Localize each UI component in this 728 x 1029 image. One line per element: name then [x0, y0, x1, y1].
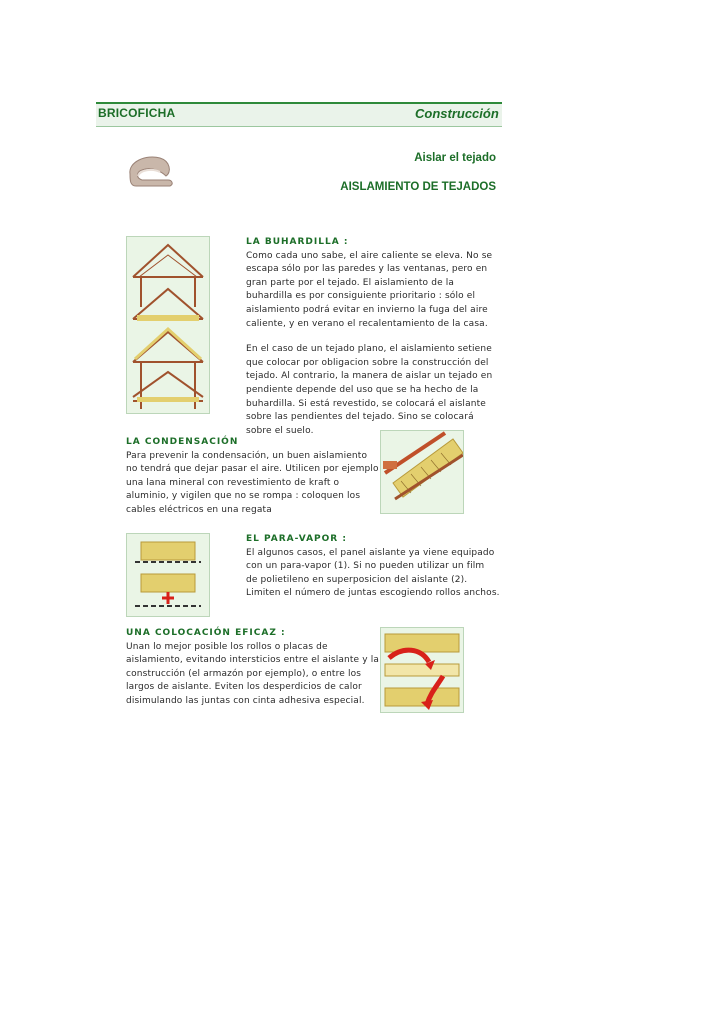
condensacion-block [126, 436, 382, 518]
condensacion-line: aluminio, y vigilen que no se rompa : coloquen los [126, 491, 361, 502]
paravapor-line: El algunos casos, el panel aislante ya viene equipado [246, 547, 495, 558]
colocacion-line: Unan lo mejor posible los rollos o placas de [126, 641, 328, 652]
tool-logo-icon [124, 152, 178, 190]
buhardilla-heading: LA BUHARDILLA : [246, 237, 349, 247]
colocacion-line: disimulando las juntas con cinta adhesiva especial. [126, 695, 365, 706]
buhardilla-line: Como cada uno sabe, el aire caliente se eleva. No se [246, 250, 493, 261]
brand-title: BRICOFICHA [98, 106, 176, 120]
condensacion-line: no tendrá que dejar pasar el aire. Utilicen por ejemplo [126, 464, 379, 475]
paravapor-block [246, 533, 502, 601]
condensacion-heading: LA CONDENSACIÓN [126, 437, 239, 447]
attic-roof-diagram [126, 236, 210, 414]
condensacion-line: cables eléctricos en una regata [126, 504, 272, 515]
buhardilla-line: sobre las pendientes del tejado. Sino se colocará [246, 412, 474, 423]
buhardilla-line: buhardilla. Si está revestido, se colocará el aislante [246, 398, 486, 409]
colocacion-block [126, 627, 382, 709]
condensacion-line: una lana mineral con revestimiento de kraft o [126, 477, 340, 488]
section-title: Construcción [415, 106, 499, 121]
buhardilla-line: gran parte por el tejado. El aislamiento de la [246, 277, 455, 288]
sloped-roof-insulation-diagram [380, 430, 464, 514]
colocacion-heading: UNA COLOCACIÓN EFICAZ : [126, 628, 286, 638]
paravapor-line: con un para-vapor (1). Si no pueden utilizar un film [246, 561, 485, 572]
buhardilla-line: aislamiento podrá evitar en invierno la fuga del aire [246, 304, 488, 315]
vapor-barrier-diagram [126, 533, 210, 617]
buhardilla-line: tejado. Al contrario, la manera de aislar un tejado en [246, 371, 493, 382]
paravapor-line: Limiten el número de juntas escogiendo rollos anchos. [246, 588, 500, 599]
buhardilla-block [246, 236, 502, 438]
header-rule-top [96, 102, 502, 104]
buhardilla-line: que colocar por obligacion sobre la construcción del [246, 357, 489, 368]
page-title: AISLAMIENTO DE TEJADOS [340, 181, 496, 193]
buhardilla-line: sobre el suelo. [246, 425, 314, 436]
condensacion-line: Para prevenir la condensación, un buen aislamiento [126, 450, 368, 461]
colocacion-line: construcción (el armazón por ejemplo), o entre los [126, 668, 362, 679]
buhardilla-line: En el caso de un tejado plano, el aislamiento setiene [246, 344, 492, 355]
paravapor-line: de polietileno en superposicion del aislante (2). [246, 574, 468, 585]
header-rule-bottom [96, 126, 502, 127]
insulation-joints-diagram [380, 627, 464, 713]
buhardilla-line: buhardilla es por consiguiente prioritario : sólo el [246, 291, 476, 302]
page-subtitle: Aislar el tejado [414, 152, 496, 164]
colocacion-line: aislamiento, evitando intersticios entre el aislante y la [126, 655, 380, 666]
buhardilla-line: pendiente depende del uso que se ha hecho de la [246, 384, 479, 395]
buhardilla-line: escapa sólo por las paredes y las ventanas, pero en [246, 264, 488, 275]
paravapor-heading: EL PARA-VAPOR : [246, 534, 347, 544]
colocacion-line: largos de aislante. Eviten los desperdicios de calor [126, 682, 362, 693]
buhardilla-line: caliente, y en verano el recalentamiento de la casa. [246, 318, 488, 329]
